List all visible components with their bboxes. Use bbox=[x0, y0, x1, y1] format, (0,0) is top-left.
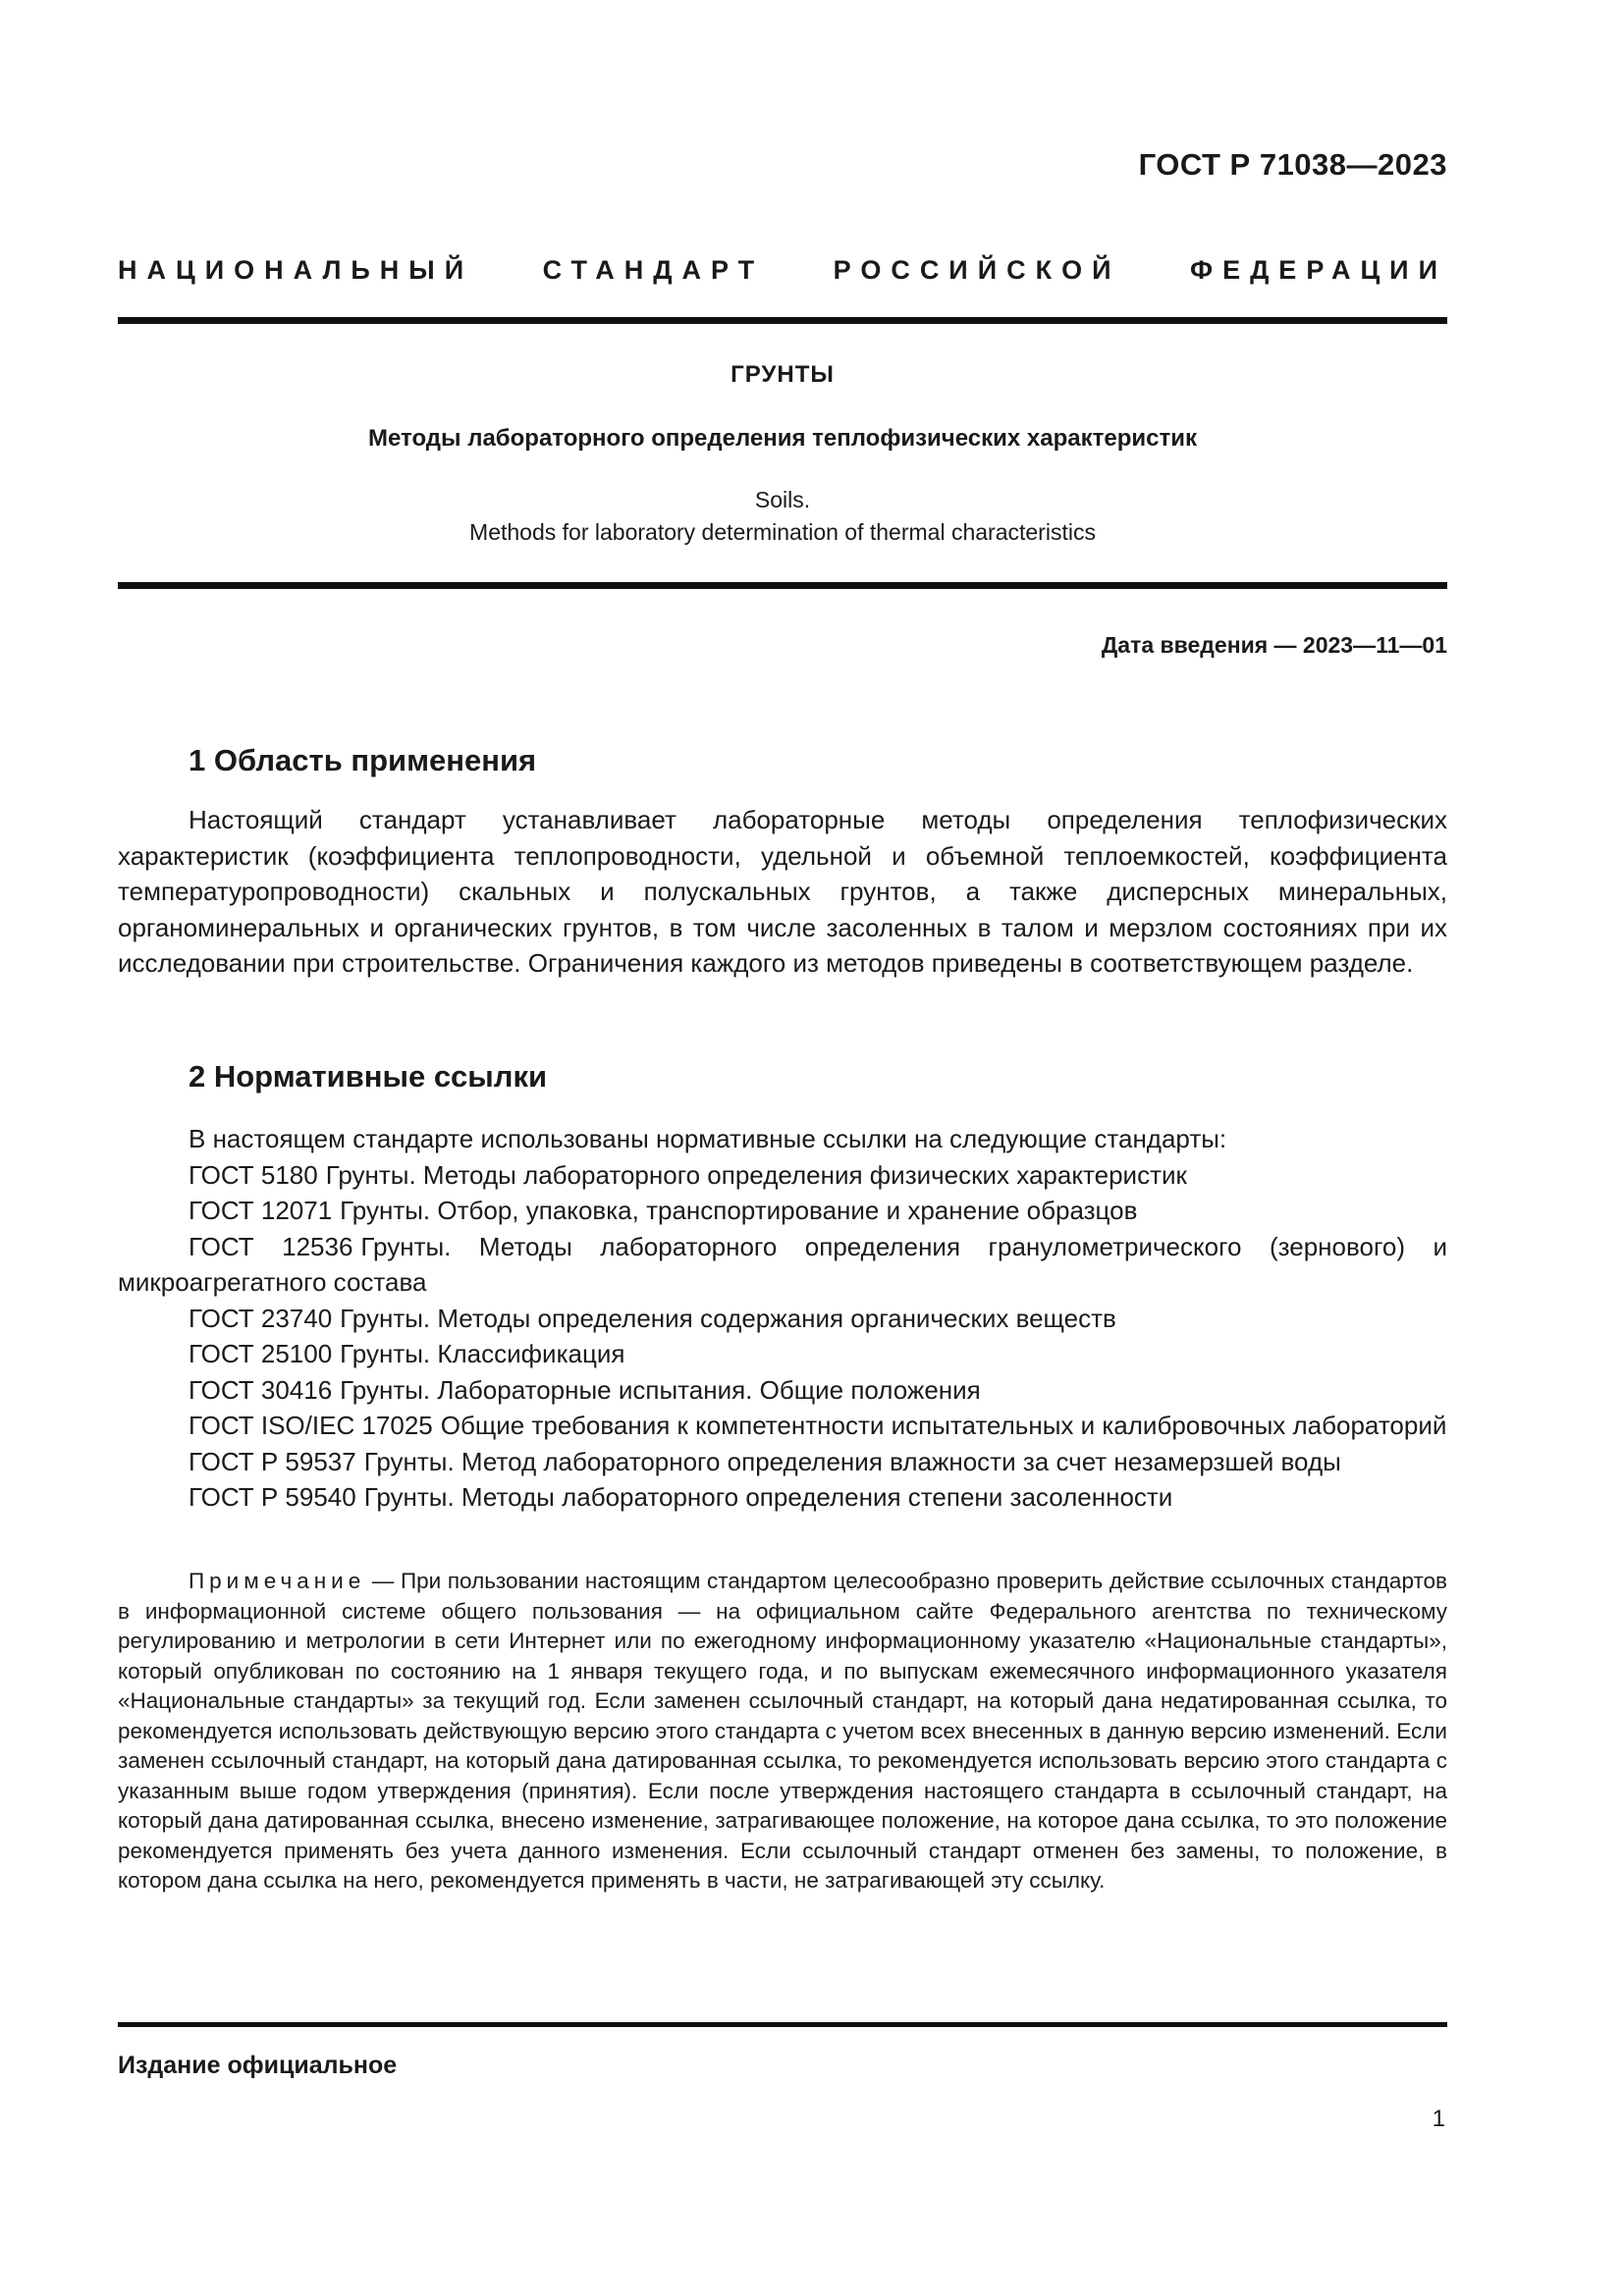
reference-title: Грунты. Классификация bbox=[340, 1339, 625, 1368]
page-number: 1 bbox=[1432, 2106, 1445, 2132]
official-edition-label: Издание официальное bbox=[118, 2052, 398, 2079]
reference-code: ГОСТ 12536 bbox=[189, 1231, 353, 1261]
reference-title: Грунты. Отбор, упаковка, транспортирование и хранение образцов bbox=[340, 1196, 1138, 1225]
reference-item bbox=[118, 1336, 1447, 1372]
section-1-text: Настоящий стандарт устанавливает лабораторные методы определения теплофизических характеристик (коэффициента теплопроводности, удельной и объемной теплоемкостей, коэффициента температуропроводности) скальных и полускальных грунтов, а также дисперсных минеральных, органоминеральных и органических грунтов, в том числе засоленных в талом и мерзлом состояниях при их исследовании при строительстве. Ограничения каждого из методов приведены в соответствующем разделе. bbox=[118, 805, 1447, 978]
references-note bbox=[118, 1567, 1447, 1896]
reference-title: Общие требования к компетентности испытательных и калибровочных лабораторий bbox=[440, 1411, 1447, 1440]
reference-code: ГОСТ Р 59540 bbox=[189, 1482, 356, 1512]
english-title-line-1: Soils. bbox=[754, 487, 811, 512]
gost-number: ГОСТ Р 71038—2023 bbox=[1138, 147, 1447, 182]
reference-title: Грунты. Методы лабораторного определения гранулометрического (зернового) и микроагрегатного состава bbox=[118, 1231, 1447, 1297]
normative-references bbox=[118, 1121, 1447, 1516]
section-1-heading: 1 Область применения bbox=[189, 743, 537, 777]
reference-code: ГОСТ 12071 bbox=[189, 1196, 333, 1225]
reference-item bbox=[118, 1372, 1447, 1409]
reference-code: ГОСТ 30416 bbox=[189, 1374, 333, 1405]
introduction-date: Дата введения — 2023—11—01 bbox=[1101, 632, 1447, 658]
national-standard-banner: НАЦИОНАЛЬНЫЙ СТАНДАРТ РОССИЙСКОЙ ФЕДЕРАЦИИ bbox=[118, 255, 1447, 285]
reference-title: Грунты. Лабораторные испытания. Общие положения bbox=[340, 1374, 981, 1405]
english-title bbox=[118, 484, 1447, 549]
title-divider bbox=[118, 582, 1447, 589]
reference-title: Грунты. Методы определения содержания органических веществ bbox=[340, 1303, 1116, 1333]
reference-item bbox=[118, 1479, 1447, 1516]
document-page bbox=[118, 0, 1447, 2296]
reference-title: Грунты. Методы лабораторного определения степени засоленности bbox=[363, 1482, 1173, 1512]
reference-title: Грунты. Метод лабораторного определения влажности за счет незамерзшей воды bbox=[363, 1446, 1341, 1476]
reference-item bbox=[118, 1444, 1447, 1480]
reference-title: Грунты. Методы лабораторного определения физических характеристик bbox=[325, 1159, 1187, 1190]
reference-item bbox=[118, 1229, 1447, 1301]
reference-item bbox=[118, 1301, 1447, 1337]
document-subtitle: Методы лабораторного определения теплофизических характеристик bbox=[368, 425, 1197, 452]
reference-code: ГОСТ 5180 bbox=[189, 1159, 318, 1190]
note-text: — При пользовании настоящим стандартом целесообразно проверить действие ссылочных стандартов в информационной системе общего пользования — на официальном сайте Федерального агентства по техническому регулированию и метрологии в сети Интернет или по ежегодному информационному указателю «Национальные стандарты», который опубликован по состоянию на 1 января текущего года, и по выпускам ежемесячного информационного указателя «Национальные стандарты» за текущий год. Если заменен ссылочный стандарт, на который дана недатированная ссылка, то рекомендуется использовать действующую версию этого стандарта с учетом всех внесенных в данную версию изменений. Если заменен ссылочный стандарт, на который дана датированная ссылка, то рекомендуется использовать версию этого стандарта с указанным выше годом утверждения (принятия). Если после утверждения настоящего стандарта в ссылочный стандарт, на который дана датированная ссылка, внесено изменение, затрагивающее положение, на которое дана ссылка, то это положение рекомендуется применять без учета данного изменения. Если ссылочный стандарт отменен без замены, то положение, в котором дана ссылка на него, рекомендуется применять в части, не затрагивающей эту ссылку. bbox=[118, 1569, 1447, 1893]
reference-item bbox=[118, 1157, 1447, 1194]
document-title: ГРУНТЫ bbox=[731, 361, 835, 388]
reference-code: ГОСТ 25100 bbox=[189, 1339, 333, 1368]
references-intro: В настоящем стандарте использованы нормативные ссылки на следующие стандарты: bbox=[189, 1124, 1227, 1153]
header-divider bbox=[118, 317, 1447, 324]
section-2-heading: 2 Нормативные ссылки bbox=[189, 1059, 548, 1094]
reference-item bbox=[118, 1408, 1447, 1444]
english-title-line-2: Methods for laboratory determination of thermal characteristics bbox=[469, 519, 1096, 545]
reference-code: ГОСТ Р 59537 bbox=[189, 1446, 356, 1476]
reference-code: ГОСТ 23740 bbox=[189, 1303, 333, 1333]
note-label: Примечание bbox=[189, 1569, 366, 1593]
reference-code: ГОСТ ISO/IEC 17025 bbox=[189, 1411, 433, 1440]
reference-item bbox=[118, 1193, 1447, 1229]
footer-divider bbox=[118, 2022, 1447, 2027]
